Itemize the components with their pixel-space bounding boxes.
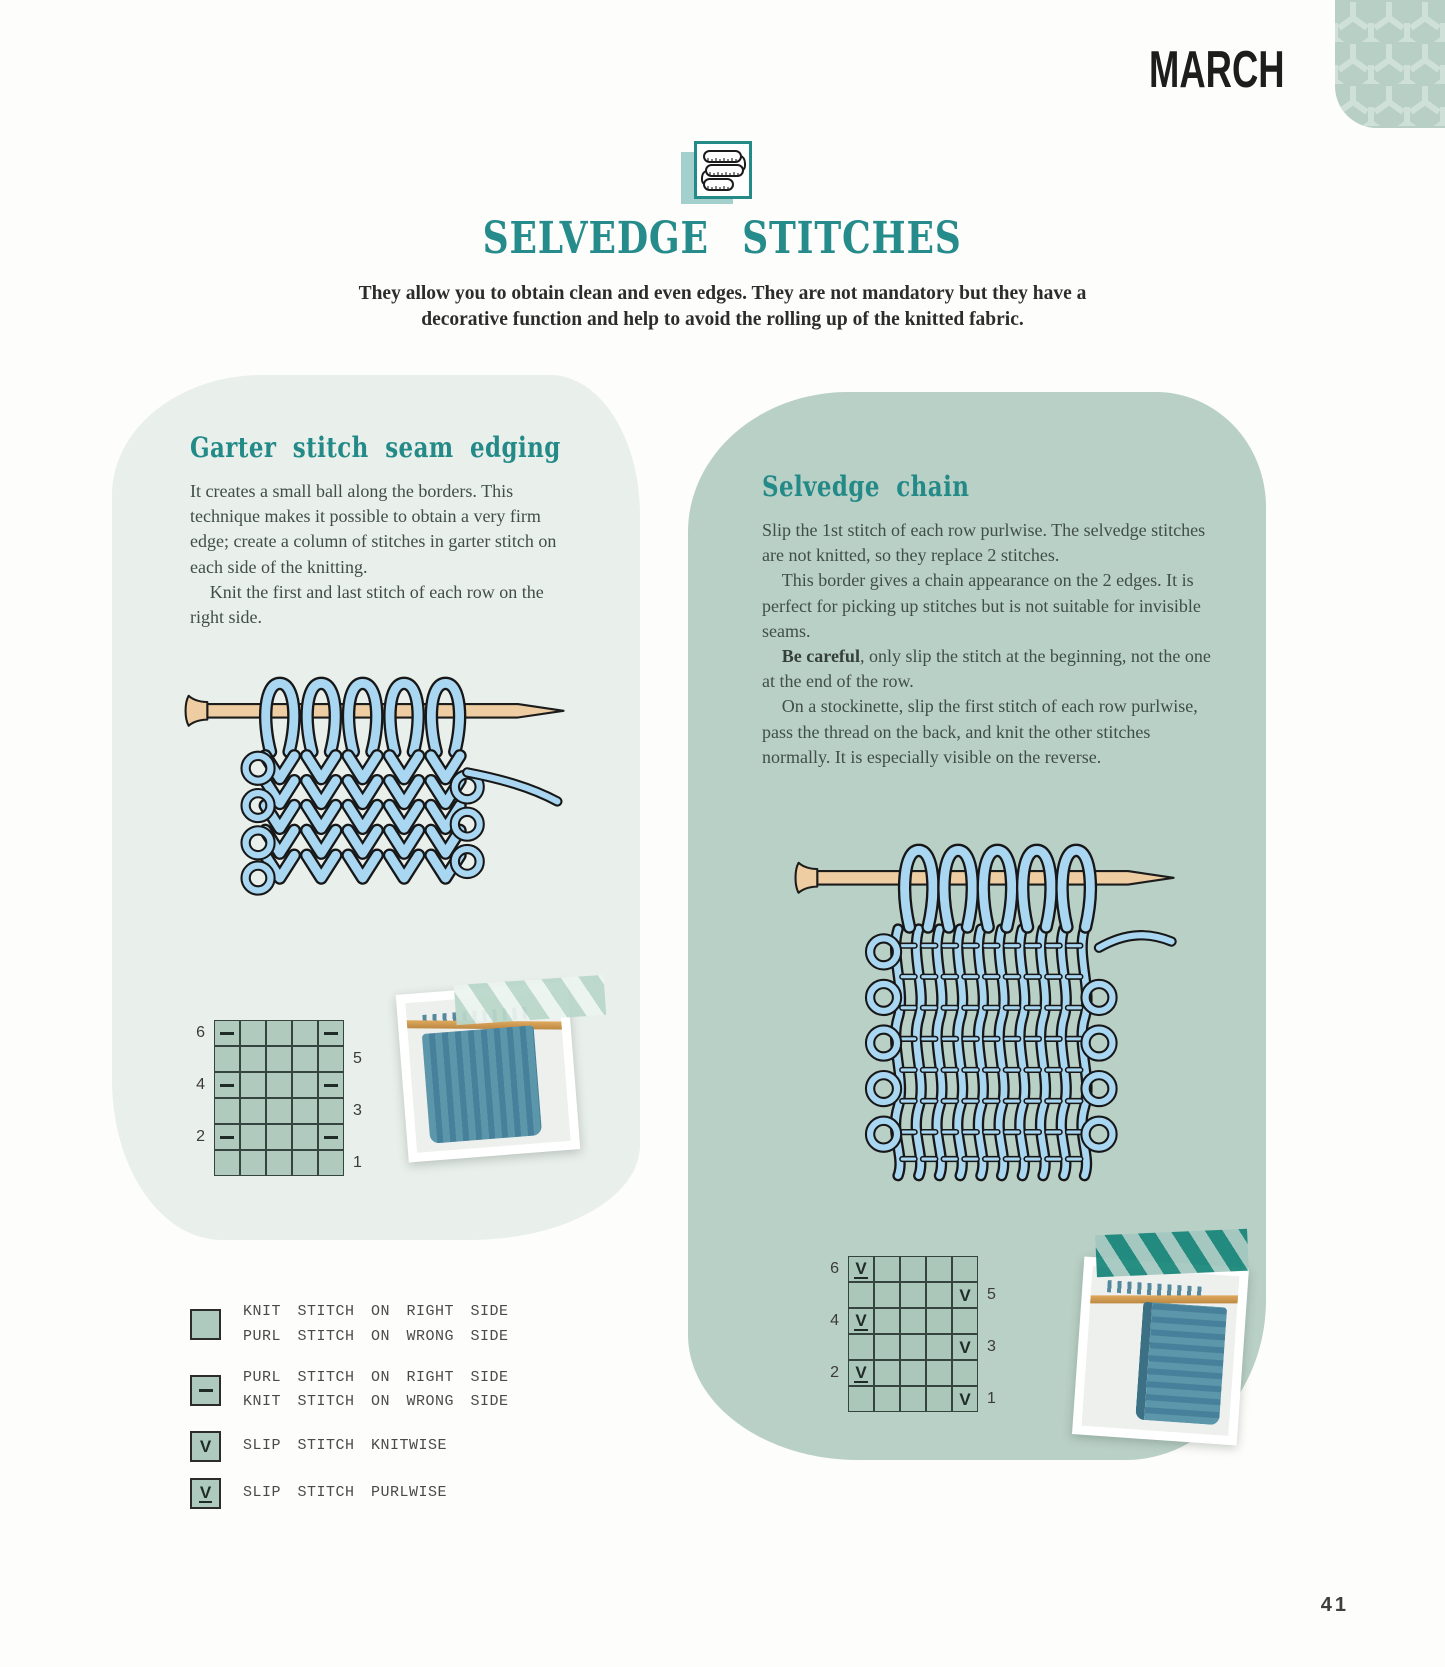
- slip-knitwise-symbol: V: [959, 1337, 971, 1357]
- chart-cell: [266, 1150, 292, 1176]
- chart-cell: [874, 1308, 900, 1334]
- chart-cell: [214, 1046, 240, 1072]
- knitted-swatch: [422, 1025, 542, 1143]
- page-title: SELVEDGE STITCHES: [482, 213, 963, 264]
- chart-cell: [952, 1360, 978, 1386]
- chart-cell: [214, 1072, 240, 1098]
- row-number: 5: [353, 1050, 362, 1067]
- legend-text: KNIT STITCH ON RIGHT SIDE PURL STITCH ON WRONG SIDE: [243, 1303, 509, 1345]
- chart-cell: [292, 1020, 318, 1046]
- chart-cell: [900, 1282, 926, 1308]
- chart-legend: [190, 1300, 509, 1525]
- left-panel-heading: Garter stitch seam edging: [190, 431, 561, 464]
- legend-item: [190, 1366, 509, 1416]
- purl-dash-symbol: [324, 1084, 338, 1087]
- chart-cell: [318, 1124, 344, 1150]
- chart-cell: [266, 1046, 292, 1072]
- row-number: [344, 1124, 374, 1150]
- row-number: 6: [830, 1260, 839, 1277]
- knitted-swatch: [1135, 1302, 1227, 1426]
- chart-cell: [292, 1072, 318, 1098]
- chart-cell: [874, 1360, 900, 1386]
- page-number: 41: [1320, 1594, 1349, 1616]
- purl-dash-symbol: [324, 1136, 338, 1139]
- chart-cell: [874, 1256, 900, 1282]
- row-number: 2: [196, 1128, 205, 1145]
- icon-frame: [694, 141, 752, 199]
- slip-purlwise-symbol: V: [199, 1483, 212, 1502]
- month-label: MARCH: [1149, 41, 1285, 99]
- chart-cell: [240, 1072, 266, 1098]
- row-number: [184, 1098, 214, 1124]
- paragraph: Slip the 1st stitch of each row purlwise. The selvedge stitches are not knitted, so they replace 2 stitches.: [762, 520, 1206, 566]
- photo-image: [1082, 1266, 1240, 1436]
- chart-cell: [926, 1256, 952, 1282]
- row-number: 3: [987, 1338, 996, 1355]
- garter-stitch-chart: [184, 1020, 374, 1176]
- row-number: 1: [353, 1154, 362, 1171]
- chart-cell: [900, 1386, 926, 1412]
- slip-purlwise-symbol: V: [855, 1258, 867, 1278]
- chart-cell: [266, 1124, 292, 1150]
- chart-cell: [900, 1360, 926, 1386]
- chart-cell: [292, 1098, 318, 1124]
- chart-cell: [240, 1046, 266, 1072]
- row-number: [818, 1282, 848, 1308]
- slip-knitwise-symbol: V: [199, 1437, 212, 1456]
- chart-cell: [240, 1150, 266, 1176]
- chart-cell: [318, 1046, 344, 1072]
- chart-cell: [900, 1334, 926, 1360]
- row-number: [978, 1256, 1008, 1282]
- chart-cell: [926, 1282, 952, 1308]
- legend-text: SLIP STITCH KNITWISE: [243, 1437, 448, 1455]
- chart-cell: [266, 1098, 292, 1124]
- slip-purlwise-symbol: V: [855, 1362, 867, 1382]
- chart-cell: [900, 1256, 926, 1282]
- purl-dash-symbol: [220, 1084, 234, 1087]
- measuring-tape-icon: [681, 141, 757, 207]
- chart-cell: [292, 1046, 318, 1072]
- chart-cell: [874, 1282, 900, 1308]
- chain-edge-illustration: [786, 840, 1180, 1187]
- chart-cell: [318, 1098, 344, 1124]
- chart-cell: [240, 1124, 266, 1150]
- legend-symbol-box: [190, 1431, 221, 1462]
- chart-cell: [848, 1308, 874, 1334]
- legend-item: [190, 1300, 509, 1350]
- chart-cell: [874, 1386, 900, 1412]
- chart-cell: [214, 1150, 240, 1176]
- chart-cell: [926, 1360, 952, 1386]
- legend-symbol-box: [190, 1375, 221, 1406]
- chart-cell: [214, 1124, 240, 1150]
- legend-symbol-box: [190, 1309, 221, 1340]
- chart-cell: [926, 1308, 952, 1334]
- chart-cell: [240, 1098, 266, 1124]
- purl-dash-symbol: [199, 1389, 213, 1392]
- purl-dash-symbol: [220, 1136, 234, 1139]
- row-number: [818, 1386, 848, 1412]
- geometric-pattern-icon: [1335, 0, 1445, 128]
- row-number: 6: [196, 1024, 205, 1041]
- row-number: 5: [987, 1286, 996, 1303]
- right-panel-text: [762, 518, 1214, 770]
- row-number: 1: [987, 1390, 996, 1407]
- row-number: 4: [196, 1076, 205, 1093]
- selvedge-chain-chart: [818, 1256, 1008, 1412]
- chart-cell: [952, 1282, 978, 1308]
- left-panel-text: [190, 479, 562, 630]
- purl-dash-symbol: [324, 1032, 338, 1035]
- chart-cell: [318, 1020, 344, 1046]
- chart-cell: [848, 1256, 874, 1282]
- row-number: 4: [830, 1312, 839, 1329]
- legend-item: [190, 1431, 509, 1462]
- chart-cell: [900, 1308, 926, 1334]
- row-number: [344, 1020, 374, 1046]
- chart-cell: [318, 1072, 344, 1098]
- paragraph: On a stockinette, slip the first stitch of each row purlwise, pass the thread on the back, and knit the other stitches normally. It is especially visible on the reverse.: [762, 696, 1198, 767]
- chart-cell: [318, 1150, 344, 1176]
- row-number: [184, 1150, 214, 1176]
- legend-symbol-box: [190, 1478, 221, 1509]
- chart-cell: [292, 1124, 318, 1150]
- chart-cell: [926, 1334, 952, 1360]
- chart-cell: [952, 1308, 978, 1334]
- row-number: [184, 1046, 214, 1072]
- paragraph: It creates a small ball along the borders. This technique makes it possible to obtain a very firm edge; create a column of stitches in garter stitch on each side of the knitting.: [190, 481, 557, 577]
- slip-knitwise-symbol: V: [959, 1389, 971, 1409]
- chart-cell: [240, 1020, 266, 1046]
- chart-cell: [214, 1098, 240, 1124]
- chart-cell: [952, 1256, 978, 1282]
- intro-text: They allow you to obtain clean and even edges. They are not mandatory but they have a decorative function and help to avoid the rolling up of the knitted fabric.: [358, 283, 1087, 330]
- chart-cell: [848, 1360, 874, 1386]
- washi-tape-right: [1095, 1229, 1249, 1278]
- chart-cell: [952, 1386, 978, 1412]
- chart-cell: [266, 1072, 292, 1098]
- paragraph: Be careful, only slip the stitch at the beginning, not the one at the end of the row.: [762, 645, 1211, 692]
- paragraph: Knit the first and last stitch of each row on the right side.: [190, 581, 544, 627]
- legend-text: SLIP STITCH PURLWISE: [243, 1484, 448, 1502]
- row-number: [344, 1072, 374, 1098]
- chart-cell: [292, 1150, 318, 1176]
- row-number: [818, 1334, 848, 1360]
- slip-knitwise-symbol: V: [959, 1285, 971, 1305]
- chart-cell: [848, 1334, 874, 1360]
- chart-cell: [848, 1282, 874, 1308]
- chart-cell: [266, 1020, 292, 1046]
- corner-pattern: [1335, 0, 1445, 128]
- right-panel-heading: Selvedge chain: [762, 470, 970, 503]
- purl-dash-symbol: [220, 1032, 234, 1035]
- chart-cell: [848, 1386, 874, 1412]
- chart-cell: [926, 1386, 952, 1412]
- chain-swatch-photo: [1072, 1256, 1249, 1445]
- chart-cell: [952, 1334, 978, 1360]
- row-number: 3: [353, 1102, 362, 1119]
- chart-cell: [214, 1020, 240, 1046]
- legend-text: PURL STITCH ON RIGHT SIDE KNIT STITCH ON WRONG SIDE: [243, 1368, 509, 1411]
- garter-edge-illustration: [176, 673, 570, 906]
- row-number: 2: [830, 1364, 839, 1381]
- legend-item: [190, 1478, 509, 1509]
- paragraph: This border gives a chain appearance on the 2 edges. It is perfect for picking up stitches but is not suitable for invisible seams.: [762, 570, 1201, 641]
- row-number: [978, 1308, 1008, 1334]
- row-number: [978, 1360, 1008, 1386]
- slip-purlwise-symbol: V: [855, 1310, 867, 1330]
- chart-cell: [874, 1334, 900, 1360]
